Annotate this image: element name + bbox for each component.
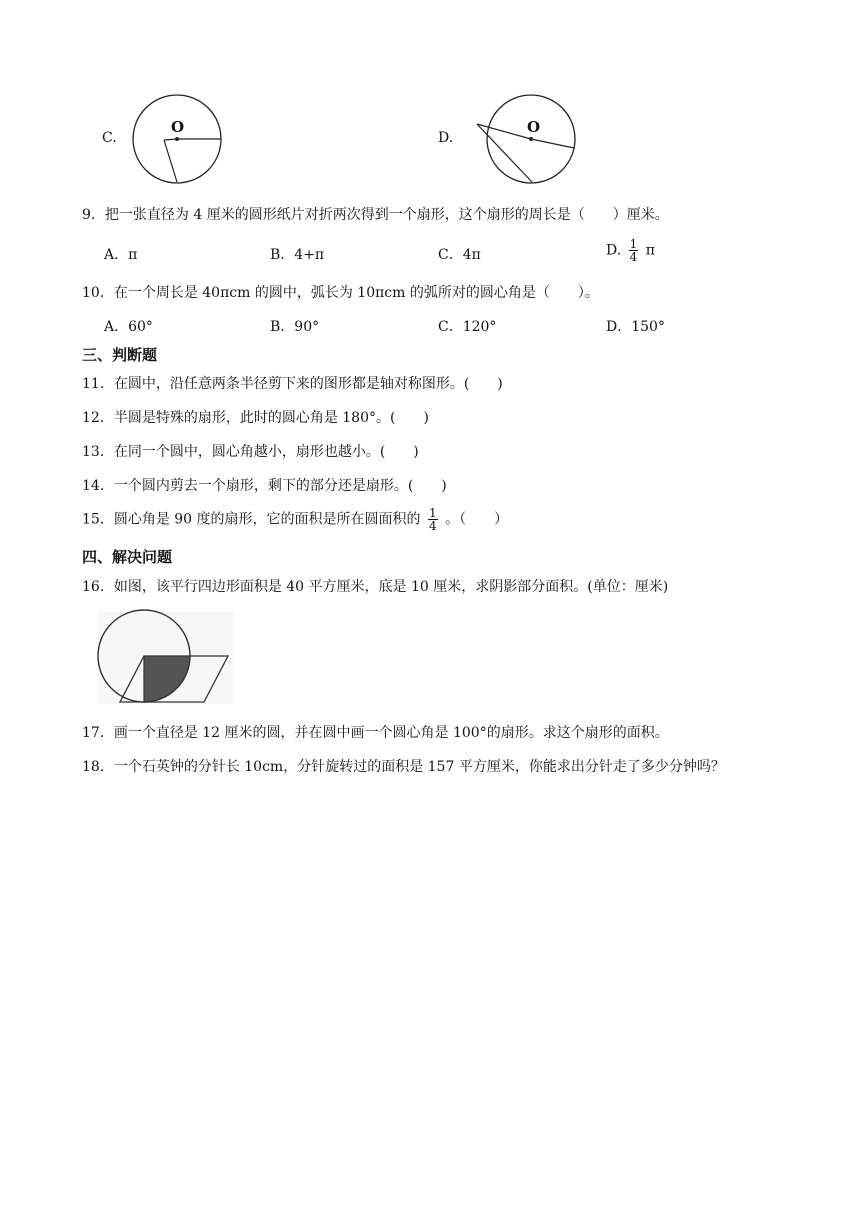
question-11-text: 11．在圆中，沿任意两条半径剪下来的图形都是轴对称图形。( ): [82, 376, 503, 392]
figure-c-center-label: O: [171, 118, 185, 136]
question-9-text: 9．把一张直径为 4 厘米的圆形纸片对折两次得到一个扇形，这个扇形的周长是（ ）厘米。: [82, 207, 669, 223]
question-12-text: 12．半圆是特殊的扇形，此时的圆心角是 180°。( ): [82, 410, 429, 426]
question-15-numerator: 1: [428, 506, 437, 520]
question-15-prefix: 15．圆心角是 90 度的扇形，它的面积是所在圆面积的: [82, 511, 421, 528]
q9-option-c: C．4π: [438, 247, 481, 263]
option-d-label: D.: [438, 130, 454, 146]
q9-option-d: [606, 238, 655, 263]
question-15-text: [82, 507, 508, 532]
figure-d-center-label: O: [527, 118, 541, 136]
question-18-text: 18．一个石英钟的分针长 10cm，分针旋转过的面积是 157 平方厘米，你能求出分针走了多少分钟吗？: [82, 759, 725, 775]
q10-option-b: B．90°: [270, 319, 320, 335]
question-16-text: 16．如图，该平行四边形面积是 40 平方厘米，底是 10 厘米，求阴影部分面积。(单位：厘米): [82, 579, 669, 595]
q9-option-b: B．4+π: [270, 247, 325, 263]
question-15-suffix: 。（ ）: [445, 511, 509, 528]
q9-option-d-denominator: 4: [629, 250, 638, 264]
question-15-denominator: 4: [428, 519, 437, 533]
q10-option-d: D．150°: [606, 319, 665, 335]
option-c-label: C.: [102, 130, 117, 146]
figure-c-circle-diagram: [130, 92, 226, 188]
section-4-title: 四、解决问题: [82, 548, 173, 566]
q9-option-d-suffix: π: [645, 242, 655, 259]
q9-option-d-fraction: [629, 238, 639, 263]
question-17-text: 17．画一个直径是 12 厘米的圆，并在圆中画一个圆心角是 100°的扇形。求这个扇形的面积。: [82, 725, 669, 741]
q10-option-a: A．60°: [104, 319, 153, 335]
question-13-text: 13．在同一个圆中，圆心角越小，扇形也越小。( ): [82, 444, 419, 460]
question-15-fraction: [428, 507, 438, 532]
q10-option-c: C．120°: [438, 319, 497, 335]
figure-d-circle-diagram: [474, 92, 578, 188]
figure-16-parallelogram-circle: [96, 610, 236, 706]
q9-option-a: A．π: [104, 247, 138, 263]
question-10-text: 10．在一个周长是 40πcm 的圆中，弧长为 10πcm 的弧所对的圆心角是（ ）。: [82, 285, 599, 301]
q9-option-d-numerator: 1: [629, 237, 638, 251]
section-3-title: 三、判断题: [82, 346, 158, 364]
q9-option-d-prefix: D.: [606, 242, 622, 259]
question-14-text: 14．一个圆内剪去一个扇形，剩下的部分还是扇形。( ): [82, 478, 447, 494]
